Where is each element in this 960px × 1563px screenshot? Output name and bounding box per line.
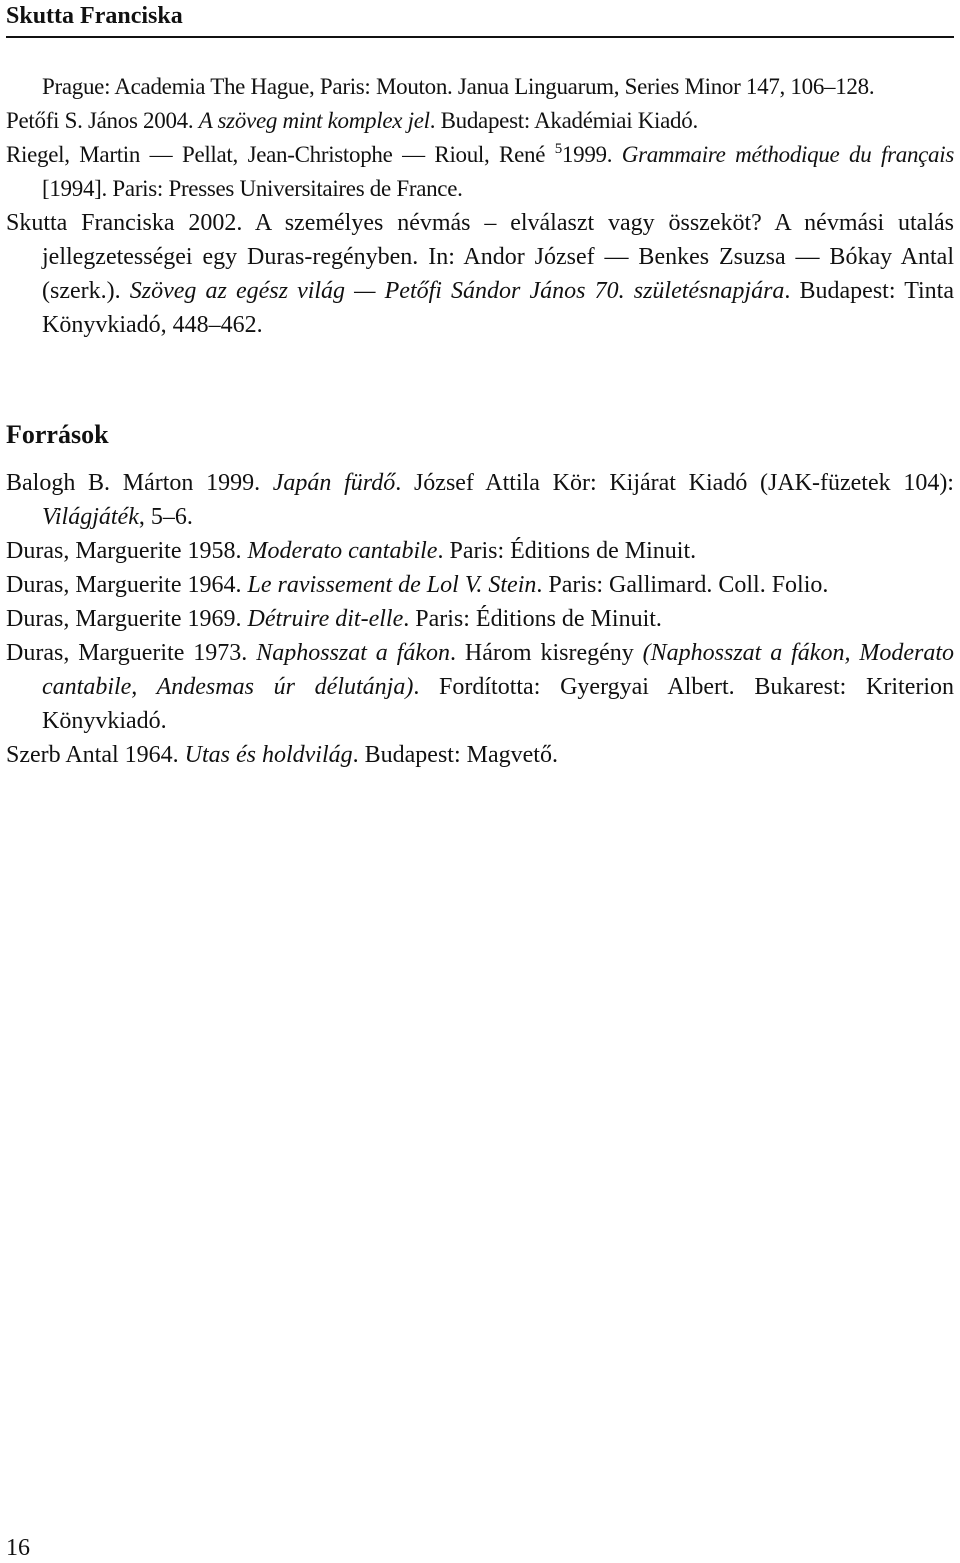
source-title: Utas és holdvilág (184, 742, 353, 768)
sources-list (6, 466, 954, 772)
reference-text: [1994]. Paris: Presses Universitaires de France. (42, 176, 463, 201)
source-title: Le ravissement de Lol V. Stein (247, 572, 537, 598)
source-text: Duras, Marguerite 1958. (6, 538, 248, 564)
source-entry (6, 466, 954, 534)
reference-text: . Budapest: Tinta Könyvkiadó, 448–462. (42, 278, 954, 338)
reference-title: Szöveg az egész világ — Petőfi Sándor János 70. születésnapjára (129, 278, 785, 304)
source-title: (Naphosszat a fákon, Moderato cantabile, Andesmas úr délutánja) (42, 640, 955, 700)
source-text: . Paris: Éditions de Minuit. (437, 538, 697, 564)
source-entry (6, 636, 954, 738)
source-text: . József Attila Kör: Kijárat Kiadó (JAK-füzetek 104): (395, 470, 954, 496)
source-text: . Három kisregény (450, 640, 643, 666)
reference-text: Skutta Franciska 2002. A személyes névmás – elválaszt vagy összeköt? A névmási utalás jellegzetességei egy Duras-regényben. In: Andor József — Benkes Zsuzsa — Bókay Antal (szerk.). (6, 210, 954, 304)
source-entry (6, 602, 954, 636)
reference-entry (6, 104, 954, 138)
source-text: . Paris: Éditions de Minuit. (403, 606, 662, 632)
reference-entry (6, 138, 954, 206)
reference-text: Riegel, Martin — Pellat, Jean-Christophe — Rioul, René (6, 142, 555, 167)
reference-entry (6, 70, 954, 104)
reference-entry (6, 206, 954, 342)
references-list-continued (6, 70, 954, 342)
sources-heading: Források (6, 420, 109, 449)
source-text: Balogh B. Márton 1999. (6, 470, 273, 496)
page-number: 16 (6, 1535, 30, 1561)
source-entry (6, 534, 954, 568)
source-text: , 5–6. (138, 504, 193, 530)
reference-title: Grammaire méthodique du français (621, 142, 954, 167)
source-text: Duras, Marguerite 1973. (6, 640, 257, 666)
source-title: Détruire dit-elle (247, 606, 404, 632)
header-rule (6, 36, 954, 38)
source-text: Duras, Marguerite 1964. (6, 572, 248, 598)
source-text: . Fordította: Gyergyai Albert. Bukarest: Kriterion Könyvkiadó. (42, 674, 955, 734)
source-entry (6, 738, 954, 772)
edition-superscript: 5 (554, 141, 562, 157)
reference-text: Prague: Academia The Hague, Paris: Mouton. Janua Linguarum, Series Minor 147, 106–128. (42, 74, 875, 99)
source-title: Japán fürdő (272, 470, 396, 496)
source-title: Moderato cantabile (247, 538, 438, 564)
source-text: . Budapest: Magvető. (352, 742, 558, 768)
source-title: Naphosszat a fákon (256, 640, 451, 666)
source-entry (6, 568, 954, 602)
source-text: Szerb Antal 1964. (6, 742, 185, 768)
reference-text: 1999. (561, 142, 622, 167)
reference-text: Petőfi S. János 2004. (6, 108, 199, 133)
source-text: Duras, Marguerite 1969. (6, 606, 248, 632)
source-title: Világjáték (42, 504, 139, 530)
source-text: . Paris: Gallimard. Coll. Folio. (536, 572, 829, 598)
reference-text: . Budapest: Akadémiai Kiadó. (429, 108, 698, 133)
reference-title: A szöveg mint komplex jel (198, 108, 430, 133)
running-title: Skutta Franciska (6, 3, 183, 29)
